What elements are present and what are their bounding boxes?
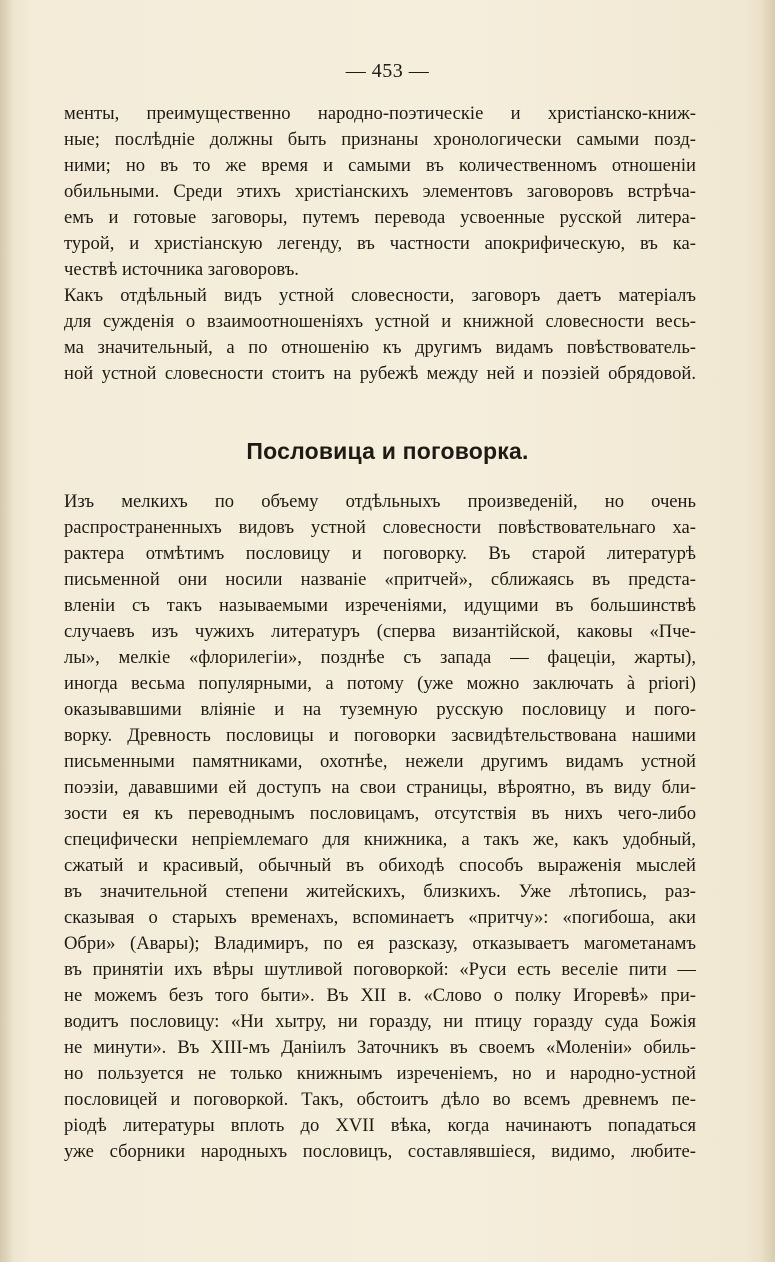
text-line: иногда весьма популярными, а потому (уже можно заключать à priori) (64, 673, 696, 694)
text-line: лы», мелкіе «флорилегіи», позднѣе съ запада — фацеціи, жарты), (64, 647, 696, 668)
text-line: рактера отмѣтимъ пословицу и поговорку. Въ старой литературѣ (64, 543, 696, 564)
text-line: водитъ пословицу: «Ни хытру, ни горазду, ни птицу горазду суда Божія (64, 1011, 696, 1032)
text-line: поэзіи, дававшими ей доступъ на свои страницы, вѣроятно, въ виду бли- (64, 777, 696, 798)
text-line: зости ея къ переводнымъ пословицамъ, отсутствія въ нихъ чего-либо (64, 803, 696, 824)
page-number: — 453 — (345, 60, 430, 82)
text-line: обильными. Среди этихъ христіанскихъ элементовъ заговоровъ встрѣча- (64, 181, 696, 202)
text-line-paragraph-start: Изъ мелкихъ по объему отдѣльныхъ произведеній, но очень (64, 491, 696, 512)
text-line: специфически непріемлемаго для книжника, а такъ же, какъ удобный, (64, 829, 696, 850)
text-line: сказывая о старыхъ временахъ, вспоминаетъ «притчу»: «погибоша, аки (64, 907, 696, 928)
text-line: письменными памятниками, охотнѣе, нежели другимъ видамъ устной (64, 751, 696, 772)
text-line: пословицей и поговоркой. Такъ, обстоитъ дѣло во всемъ древнемъ пе- (64, 1089, 696, 1110)
text-block-top (64, 103, 696, 389)
text-line-paragraph-start: Какъ отдѣльный видъ устной словесности, заговоръ даетъ матеріалъ (64, 285, 696, 306)
text-line: въ принятіи ихъ вѣры шутливой поговоркой: «Руси есть веселіе пити — (64, 959, 696, 980)
text-line: въ значительной степени житейскихъ, близкихъ. Уже лѣтопись, раз- (64, 881, 696, 902)
text-line: ворку. Древность пословицы и поговорки засвидѣтельствована нашими (64, 725, 696, 746)
page-edge-shadow-right (761, 0, 775, 1262)
text-line: но пользуется не только книжнымъ изреченіемъ, но и народно-устной (64, 1063, 696, 1084)
page-edge-shadow-left (0, 0, 14, 1262)
text-line: сжатый и красивый, обычный въ обиходѣ способъ выраженія мыслей (64, 855, 696, 876)
text-line: распространенныхъ видовъ устной словесности повѣствовательнаго ха- (64, 517, 696, 538)
text-line: емъ и готовые заговоры, путемъ перевода усвоенные русской литера- (64, 207, 696, 228)
text-line: ной устной словесности стоитъ на рубежѣ между ней и поэзіей обрядовой. (64, 363, 696, 384)
text-line: турой, и христіанскую легенду, въ частности апокрифическую, въ ка- (64, 233, 696, 254)
text-line: оказывавшими вліяніе и на туземную русскую пословицу и пого- (64, 699, 696, 720)
text-line: чествѣ источника заговоровъ. (64, 259, 299, 280)
text-line: уже сборники народныхъ пословицъ, составлявшіеся, видимо, любите- (64, 1141, 696, 1162)
text-line: менты, преимущественно народно-поэтическіе и христіанско-книж- (64, 103, 696, 124)
text-line: ма значительный, а по отношенію къ другимъ видамъ повѣствователь- (64, 337, 696, 358)
text-line: вленіи съ такъ называемыми изреченіями, идущими въ большинствѣ (64, 595, 696, 616)
text-block-bottom (64, 491, 696, 1167)
text-line: не минути». Въ XIII-мъ Даніилъ Заточникъ въ своемъ «Моленіи» обиль- (64, 1037, 696, 1058)
text-line: для сужденія о взаимоотношеніяхъ устной и книжной словесности весь- (64, 311, 696, 332)
text-line: не можемъ безъ того быти». Въ XII в. «Слово о полку Игоревѣ» при- (64, 985, 696, 1006)
text-line: ріодѣ литературы вплоть до XVII вѣка, когда начинаютъ попадаться (64, 1115, 696, 1136)
text-line: Обри» (Авары); Владимиръ, по ея разсказу, отказываетъ магометанамъ (64, 933, 696, 954)
text-line: ные; послѣдніе должны быть признаны хронологически самыми позд- (64, 129, 696, 150)
text-line: письменной они носили названіе «притчей», сближаясь въ предста- (64, 569, 696, 590)
section-heading: Пословица и поговорка. (246, 438, 529, 464)
text-line: случаевъ изъ чужихъ литературъ (сперва византійской, каковы «Пче- (64, 621, 696, 642)
text-line: ними; но въ то же время и самыми въ количественномъ отношеніи (64, 155, 696, 176)
